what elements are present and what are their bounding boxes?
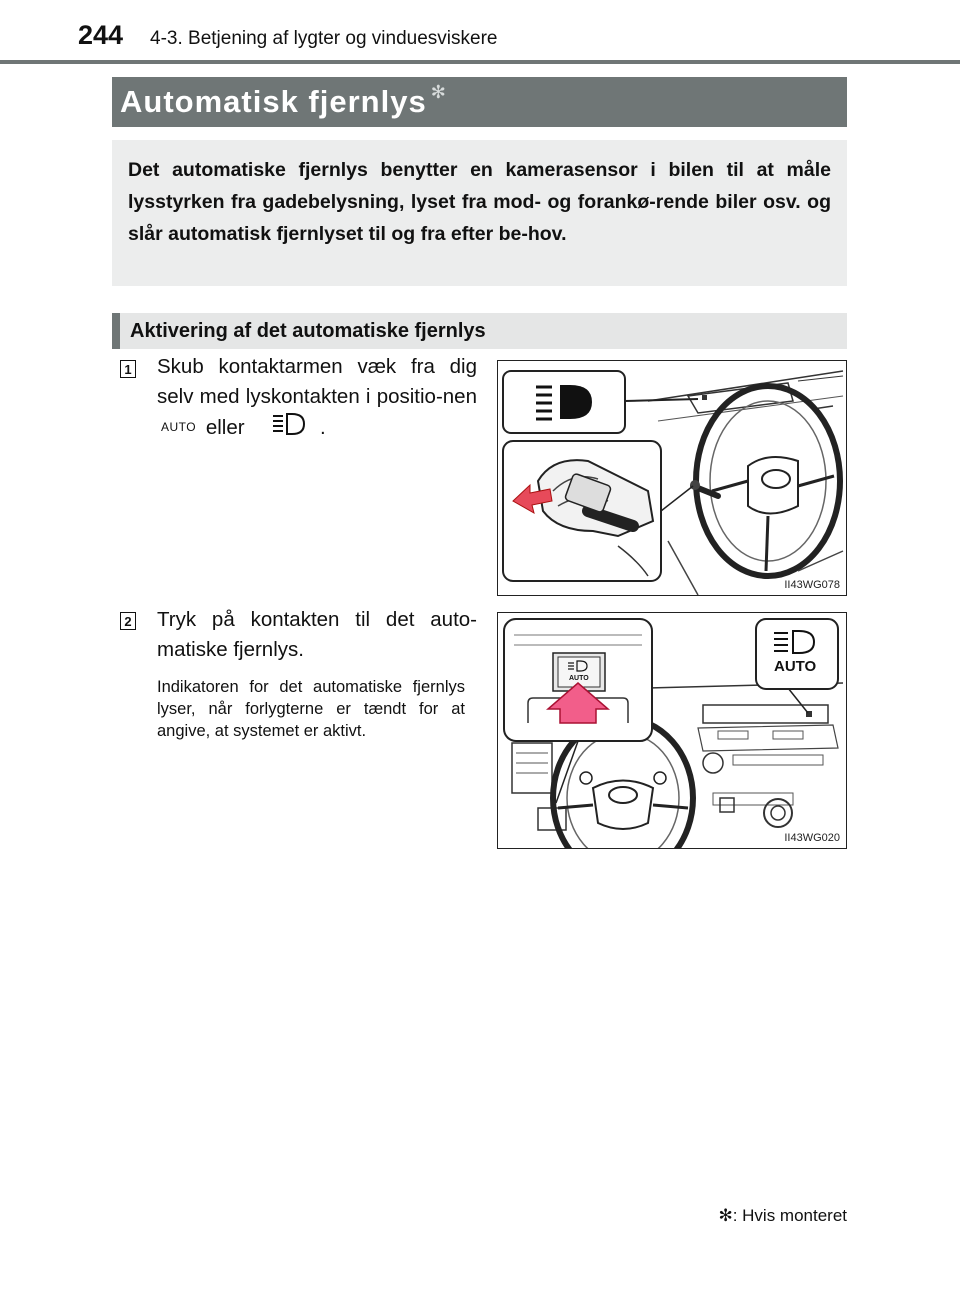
step-1-text-end: . [319,415,326,439]
page-number: 244 [78,20,124,50]
figure-1 [497,360,847,596]
svg-text:AUTO: AUTO [569,675,589,682]
figure-2-code: II43WG020 [784,832,840,844]
figure-2-illustration [498,613,846,848]
header-rule [0,60,960,64]
auto-small-icon: AUTO [161,419,197,434]
footnote-mark: ✻ [718,1206,733,1225]
step-text-2: Tryk på kontakten til det auto-matiske fjernlys. [157,608,477,661]
section-title: 4-3. Betjening af lygter og vinduesviskere [150,28,498,49]
title-bar [112,77,847,127]
footnote [718,1206,847,1226]
figure-1-code: II43WG078 [784,579,840,591]
subheading: Aktivering af det automatiske fjernlys [130,319,486,342]
step-2-note: Indikatoren for det automatiske fjernlys lyser, når forlygterne er tændt for at angive, at systemet er aktivt. [157,678,465,740]
svg-text:AUTO: AUTO [774,658,817,675]
high-beam-icon [272,412,306,445]
step-1-text-middle: eller [205,415,245,439]
subheading-bar [112,313,847,349]
intro-box: Det automatiske fjernlys benytter en kamerasensor i bilen til at måle lysstyrken fra gadebelysning, lyset fra mod- og forankø-rende biler osv. og slår automatisk fjernlyset til og fra efter be-hov. [112,140,847,286]
asterisk-mark: ✻ [430,81,446,102]
step-text-1 [157,352,477,445]
step-1-text-before: Skub kontaktarmen væk fra dig selv med lyskontakten i positio-nen [157,355,477,408]
step-number-1: 1 [120,360,136,378]
figure-2 [497,612,847,849]
figure-1-illustration [498,361,846,595]
step-number-2: 2 [120,612,136,630]
page-title: Automatisk fjernlys [120,84,427,119]
footnote-text: : Hvis monteret [732,1206,847,1225]
